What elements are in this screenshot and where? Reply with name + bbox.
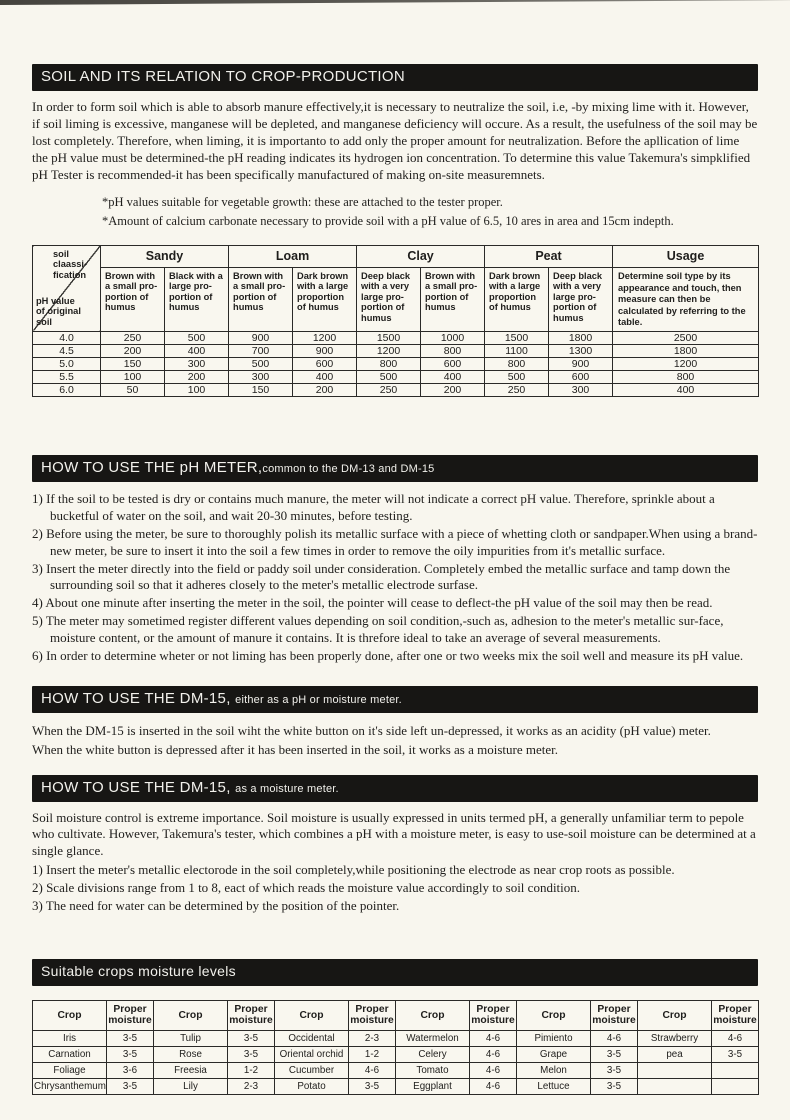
subheader-cell: Brown with a small pro-portion of humus [421,267,485,331]
table-row [33,345,759,358]
table-cell: Tulip [154,1030,228,1046]
table-cell: 250 [357,384,421,397]
table-cell: 4-6 [712,1030,759,1046]
table-cell: 1100 [485,345,549,358]
ph-value-cell: 5.5 [33,371,101,384]
table-cell: 2-3 [349,1030,396,1046]
section-title: Suitable crops moisture levels [41,962,236,979]
crop-header: Crop [638,1000,712,1030]
table-cell: 4-6 [470,1046,517,1062]
table-cell: 400 [293,371,357,384]
table-cell [712,1078,759,1094]
table-cell: 800 [421,345,485,358]
table-cell: 400 [421,371,485,384]
table-cell: 1000 [421,332,485,345]
instruction-item: 5) The meter may sometimed register different values depending on soil condition,-such as, adhesion to the meter's metallic sur-face, moisture content, or the amount of manure it contains. It is threfore ideal to take an average of several measurements. [32,613,724,646]
table-cell: 4-6 [470,1062,517,1078]
section-subtitle: common to the DM-13 and DM-15 [262,463,435,475]
table-cell: 1-2 [228,1062,275,1078]
table-cell: 3-5 [228,1030,275,1046]
table-cell: 4-6 [470,1078,517,1094]
group-header-sandy: Sandy [101,245,229,267]
table-cell: Rose [154,1046,228,1062]
table-cell: 500 [229,358,293,371]
group-header-clay: Clay [357,245,485,267]
subheader-cell: Dark brown with a large proportion of humus [485,267,549,331]
table-cell: Cucumber [275,1062,349,1078]
note-line: *pH values suitable for vegetable growth: these are attached to the tester proper. [102,195,503,210]
table-cell: 300 [549,384,613,397]
table-cell: Freesia [154,1062,228,1078]
table-cell: Foliage [33,1062,107,1078]
corner-label-bottom: pH value of original soil [36,295,81,327]
moisture-header: Proper moisture [712,1000,759,1030]
table-row [33,245,759,267]
moisture-header: Proper moisture [107,1000,154,1030]
ph-value-cell: 4.5 [33,345,101,358]
table-cell: Lettuce [517,1078,591,1094]
crop-header: Crop [154,1000,228,1030]
table-cell: 200 [101,345,165,358]
table-cell: 1200 [357,345,421,358]
table-cell: 600 [421,358,485,371]
moisture-instructions [32,862,758,915]
table-cell: Carnation [33,1046,107,1062]
table-cell: 500 [485,371,549,384]
table-cell: 500 [357,371,421,384]
table-cell: 4-6 [591,1030,638,1046]
table-cell: 3-5 [591,1062,638,1078]
soil-intro-paragraph: In order to form soil which is able to absorb manure effectively,it is necessary to neutralize the soil, i.e, -by mixing lime with it. However, if soil liming is excessive, manganese will be depleted, and manganese deficiency will occure. As a result, the usefulness of the soil may be lost completely. Therefore, when liming, it is importanto to add only the proper amount for neutralization. Before the apllication of lime the pH value must be determined-the pH reading indicates its hydrogen ion concentration. To determine this value Takemura's simpklified pH Tester is recommended-it has been specifically manufactured of making on-site measuremnets. [32,99,758,182]
section-title: HOW TO USE THE DM-15, [41,689,231,707]
subheader-cell: Deep black with a very large pro-portion of humus [357,267,421,331]
table-cell: Occidental [275,1030,349,1046]
table-cell: 4-6 [349,1062,396,1078]
table-row [33,332,759,345]
instruction-item: 6) In order to determine wheter or not liming has been properly done, after one or two weeks mix the soil well and measure its pH value. [32,648,744,664]
table-cell: 1500 [357,332,421,345]
table-cell [638,1078,712,1094]
section-header-dm15-ph-moisture [32,686,758,713]
ph-meter-instructions [32,491,758,665]
table-cell: Celery [396,1046,470,1062]
table-cell: 1500 [485,332,549,345]
ph-value-cell: 6.0 [33,384,101,397]
table-cell: 3-5 [591,1078,638,1094]
table-cell: 100 [165,384,229,397]
table-cell: 3-5 [228,1046,275,1062]
section-title: SOIL AND ITS RELATION TO CROP-PRODUCTION [41,68,405,85]
table-row [33,1078,759,1094]
instruction-item: 1) If the soil to be tested is dry or contains much manure, the meter will not indicate a correct pH value. Therefore, sprinkle about a bucketful of water on the soil, and wait 20-30 minutes, before testing. [32,491,715,523]
table-cell: 2500 [613,332,759,345]
subheader-cell: Deep black with a very large pro-portion of humus [549,267,613,331]
subheader-cell: Black with a large pro-portion of humus [165,267,229,331]
table-cell: 900 [549,358,613,371]
table-cell: 400 [165,345,229,358]
table-cell: Eggplant [396,1078,470,1094]
table-cell: 500 [165,332,229,345]
table-cell: 1200 [293,332,357,345]
table-row [33,1030,759,1046]
table-cell [638,1062,712,1078]
table-cell: 3-5 [107,1078,154,1094]
table-cell: 800 [357,358,421,371]
soil-notes [102,193,758,231]
corner-label-top: soil claassi-fication [53,248,88,280]
corner-cell [33,245,101,331]
table-row [33,1046,759,1062]
table-cell: Tomato [396,1062,470,1078]
table-cell: Potato [275,1078,349,1094]
table-cell: 800 [485,358,549,371]
table-cell: 900 [229,332,293,345]
table-cell: 2-3 [228,1078,275,1094]
table-cell: 600 [293,358,357,371]
crop-header: Crop [396,1000,470,1030]
table-cell: 3-5 [349,1078,396,1094]
table-cell: 150 [229,384,293,397]
instruction-item: 3) The need for water can be determined by the position of the pointer. [32,898,400,914]
subheader-cell: Brown with a small pro-portion of humus [229,267,293,331]
usage-note-cell: Determine soil type by its appearance and touch, then measure can then be calculated by referring to the table. [613,267,759,331]
group-header-usage: Usage [613,245,759,267]
table-cell: 3-5 [107,1030,154,1046]
table-cell: Chrysanthemum [33,1078,107,1094]
table-cell: 800 [613,371,759,384]
table-cell: 3-5 [712,1046,759,1062]
table-row [33,371,759,384]
soil-ph-table [32,245,759,397]
table-cell: 900 [293,345,357,358]
table-cell: 700 [229,345,293,358]
table-cell: 50 [101,384,165,397]
moisture-intro-paragraph: Soil moisture control is extreme importance. Soil moisture is usually expressed in units termed pH, a generally unfamiliar term to pepole who cultivate. However, Takemura's tester, which combines a pH with a moisture meter, is easy to use-soil moisture can be determined at a single glance. [32,809,756,859]
text-line: When the DM-15 is inserted in the soil wiht the white button on it's side left un-depressed, it works as an acidity (pH value) meter. [32,722,711,738]
section-subtitle: either as a pH or moisture meter. [235,693,402,706]
crop-header: Crop [275,1000,349,1030]
moisture-header: Proper moisture [349,1000,396,1030]
note-line: *Amount of calcium carbonate necessary to provide soil with a pH value of 6.5, 10 ares in area and 15cm indepth. [102,214,674,229]
moisture-header: Proper moisture [228,1000,275,1030]
section-subtitle: as a moisture meter. [235,782,339,795]
crop-header: Crop [517,1000,591,1030]
group-header-loam: Loam [229,245,357,267]
instruction-item: 1) Insert the meter's metallic electorode in the soil completely,while positioning the electrode as near crop roots as possible. [32,862,675,878]
moisture-header: Proper moisture [470,1000,517,1030]
section-header-dm15-moisture [32,775,758,802]
ph-value-cell: 5.0 [33,358,101,371]
instruction-item: 4) About one minute after inserting the meter in the soil, the pointer will cease to deflect-the pH value of the soil may then be read. [32,595,713,611]
table-row [33,384,759,397]
table-cell [712,1062,759,1078]
table-cell: Strawberry [638,1030,712,1046]
table-row [33,1062,759,1078]
table-cell: 1-2 [349,1046,396,1062]
subheader-cell: Dark brown with a large proportion of humus [293,267,357,331]
section-title: HOW TO USE THE DM-15, [41,778,231,796]
section-header-ph-meter [32,455,758,482]
table-cell: 250 [101,332,165,345]
crop-header: Crop [33,1000,107,1030]
instruction-item: 2) Before using the meter, be sure to thoroughly polish its metallic surface with a piece of whetting cloth or sandpaper.When using a brand-new meter, be sure to insert it into the soil a few times in order to remove the oily impurities from it's metallic surface. [32,525,758,558]
section-header-soil [32,64,758,91]
crops-moisture-table [32,1000,759,1095]
table-cell: Grape [517,1046,591,1062]
table-cell: 200 [421,384,485,397]
table-cell: 200 [165,371,229,384]
text-line: When the white button is depressed after it has been inserted in the soil, it works as a moisture meter. [32,741,559,757]
table-cell: Oriental orchid [275,1046,349,1062]
table-cell: 100 [101,371,165,384]
table-cell: Lily [154,1078,228,1094]
ph-value-cell: 4.0 [33,332,101,345]
table-header-row [33,1000,759,1030]
dm15-description [32,722,758,760]
subheader-cell: Brown with a small pro-portion of humus [101,267,165,331]
instruction-item: 3) Insert the meter directly into the field or paddy soil under consideration. Completely embed the metallic surface and tamp down the surrounding soil so that it adheres closely to the meter's metallic electrode surfase. [32,560,731,593]
section-header-crops [32,959,758,986]
table-cell: Melon [517,1062,591,1078]
table-cell: Pimiento [517,1030,591,1046]
section-title: HOW TO USE THE pH METER, [41,459,263,476]
table-cell: 3-5 [107,1046,154,1062]
table-cell: 1800 [613,345,759,358]
table-cell: 150 [101,358,165,371]
table-cell: Watermelon [396,1030,470,1046]
table-cell: Iris [33,1030,107,1046]
group-header-peat: Peat [485,245,613,267]
table-cell: 600 [549,371,613,384]
table-cell: 400 [613,384,759,397]
table-cell: 200 [293,384,357,397]
table-row [33,267,759,331]
table-row [33,358,759,371]
instruction-item: 2) Scale divisions range from 1 to 8, eact of which reads the moisture value accordingly to soil condition. [32,880,581,896]
moisture-header: Proper moisture [591,1000,638,1030]
table-cell: 300 [229,371,293,384]
table-cell: 1300 [549,345,613,358]
table-cell: 3-5 [591,1046,638,1062]
table-cell: 4-6 [470,1030,517,1046]
table-cell: pea [638,1046,712,1062]
table-cell: 1200 [613,358,759,371]
table-cell: 1800 [549,332,613,345]
table-cell: 300 [165,358,229,371]
table-cell: 3-6 [107,1062,154,1078]
table-cell: 250 [485,384,549,397]
